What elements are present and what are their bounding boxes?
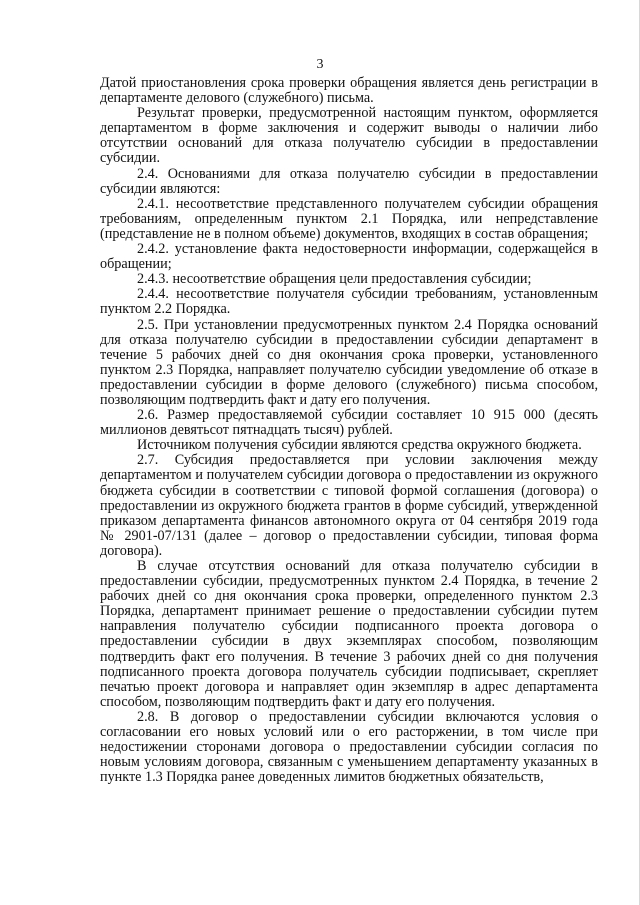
paragraph: 2.4.3. несоответствие обращения цели предоставления субсидии; bbox=[137, 271, 532, 288]
paragraph: 2.8. В договор о предоставлении субсидии включаются условия о согласовании его новых условий или о его расторжении, в том числе при недостижении сторонами договора о предоставлении субсидии согласия по новым условиям договора, связанным с уменьшением департаменту указанных в пункте 1.3 Порядка ранее доведенных лимитов бюджетных обязательств, bbox=[100, 708, 598, 786]
document-body bbox=[100, 76, 598, 785]
paragraph: 2.4.4. несоответствие получателя субсидии требованиям, установленным пунктом 2.2 Порядка. bbox=[100, 286, 598, 318]
paragraph: В случае отсутствия оснований для отказа получателю субсидии в предоставлении субсидии, предусмотренных пунктом 2.4 Порядка, в течение 2 рабочих дней со дня окончания срока проверки, определенного пунктом 2.3 Порядка, департамент принимает решение о предоставлении субсидии путем направления получателю субсидии подписанного проекта договора о предоставлении субсидии в двух экземплярах способом, позволяющим подтвердить факт его получения. В течение 3 рабочих дней со дня получения подписанного проекта договора получатель субсидии подписывает, скрепляет печатью проект договора и направляет один экземпляр в адрес департамента способом, позволяющим подтвердить факт и дату его получения. bbox=[100, 558, 598, 710]
paragraph: 2.7. Субсидия предоставляется при условии заключения между департаментом и получателем субсидии договора о предоставлении из окружного бюджета субсидии в соответствии с типовой формой соглашения (договора) о предоставлении из окружного бюджета грантов в форме субсидий, утвержденной приказом департамента финансов автономного округа от 04 сентября 2019 года № 2901-07/131 (далее – договор о предоставлении субсидии, типовая форма договора). bbox=[100, 452, 598, 559]
paragraph: 2.4. Основаниями для отказа получателю субсидии в предоставлении субсидии являются: bbox=[100, 165, 598, 197]
page-number: 3 bbox=[316, 57, 324, 72]
paragraph: 2.5. При установлении предусмотренных пунктом 2.4 Порядка оснований для отказа получателю субсидии в предоставлении субсидии департамент в течение 5 рабочих дней со дня окончания срока проверки, установленного пунктом 2.3 Порядка, направляет получателю субсидии уведомление об отказе в предоставлении субсидии в форме делового (служебного) письма способом, позволяющим подтвердить факт и дату его получения. bbox=[100, 316, 598, 408]
paragraph: 2.6. Размер предоставляемой субсидии составляет 10 915 000 (десять миллионов девятьсот пятнадцать тысяч) рублей. bbox=[100, 407, 598, 439]
paragraph: 2.4.2. установление факта недостоверности информации, содержащейся в обращении; bbox=[100, 241, 598, 273]
paragraph: Датой приостановления срока проверки обращения является день регистрации в департаменте делового (служебного) письма. bbox=[100, 75, 598, 107]
paragraph: 2.4.1. несоответствие представленного получателем субсидии обращения требованиям, определенным пунктом 2.1 Порядка, или непредставление (представление не в полном объеме) документов, входящих в состав обращения; bbox=[100, 195, 598, 242]
paragraph: Источником получения субсидии являются средства окружного бюджета. bbox=[137, 437, 582, 454]
paragraph: Результат проверки, предусмотренной настоящим пунктом, оформляется департаментом в форме заключения и содержит выводы о наличии либо отсутствии оснований для отказа получателю субсидии в предоставлении субсидии. bbox=[100, 105, 598, 167]
